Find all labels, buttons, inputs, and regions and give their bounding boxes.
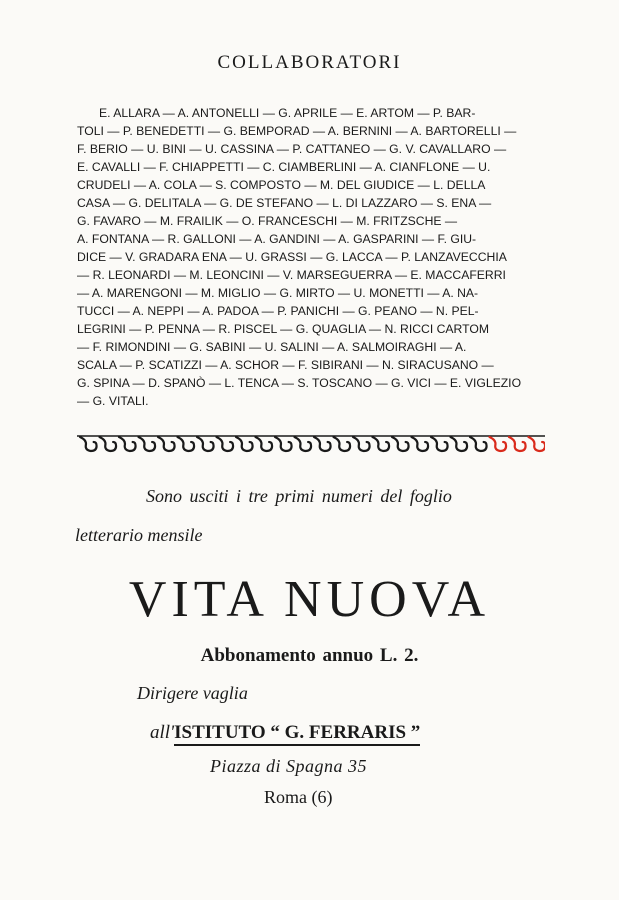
ornament-swash xyxy=(470,437,487,451)
collaborator-line: — R. LEONARDI — M. LEONCINI — V. MARSEGUERRA — E. MACCAFERRI xyxy=(77,268,506,282)
collaborator-line: — G. VITALI. xyxy=(77,394,149,408)
collaborator-line: TUCCI — A. NEPPI — A. PADOA — P. PANICHI — G. PEANO — N. PEL- xyxy=(77,304,479,318)
ornament-swash xyxy=(490,437,507,451)
ornament-swash xyxy=(529,437,546,451)
collaborator-line: TOLI — P. BENEDETTI — G. BEMPORAD — A. BERNINI — A. BARTORELLI — xyxy=(77,124,517,138)
institute-line xyxy=(150,722,420,744)
ornament-swash xyxy=(392,437,409,451)
ornament-swash xyxy=(373,437,390,451)
ornament-swash xyxy=(197,437,214,451)
ornament-swash xyxy=(236,437,253,451)
collaborator-line: SCALA — P. SCATIZZI — A. SCHOR — F. SIBIRANI — N. SIRACUSANO — xyxy=(77,358,494,372)
ornament-swash xyxy=(509,437,526,451)
collaborator-line: G. FAVARO — M. FRAILIK — O. FRANCESCHI — M. FRITZSCHE — xyxy=(77,214,458,228)
collaborator-line: F. BERIO — U. BINI — U. CASSINA — P. CATTANEO — G. V. CAVALLARO — xyxy=(77,142,507,156)
ornament-swash xyxy=(139,437,156,451)
collaborators-list xyxy=(77,104,545,410)
collaborator-line: CRUDELI — A. COLA — S. COMPOSTO — M. DEL GIUDICE — L. DELLA xyxy=(77,178,486,192)
collaborator-line: E. CAVALLI — F. CHIAPPETTI — C. CIAMBERLINI — A. CIANFLONE — U. xyxy=(77,160,491,174)
ornament-swash xyxy=(256,437,273,451)
collaborator-line: G. SPINA — D. SPANÒ — L. TENCA — S. TOSCANO — G. VICI — E. VIGLEZIO xyxy=(77,376,522,390)
collaborator-line: A. FONTANA — R. GALLONI — A. GANDINI — A. GASPARINI — F. GIU- xyxy=(77,232,477,246)
ornament-swash xyxy=(353,437,370,451)
collaborator-line: LEGRINI — P. PENNA — R. PISCEL — G. QUAGLIA — N. RICCI CARTOM xyxy=(77,322,489,336)
announcement-line-1: Sono usciti i tre primi numeri del foglio xyxy=(146,486,452,506)
collaborator-line: — A. MARENGONI — M. MIGLIO — G. MIRTO — U. MONETTI — A. NA- xyxy=(77,286,479,300)
subscription-price: Abbonamento annuo L. 2. xyxy=(200,645,419,666)
ornament-swash xyxy=(80,437,97,451)
ornament-swash xyxy=(158,437,175,451)
collaborators-heading: COLLABORATORI xyxy=(217,52,402,73)
institute-name: ISTITUTO “ G. FERRARIS ” xyxy=(174,722,420,746)
ornament-swash xyxy=(275,437,292,451)
ornament-graphic xyxy=(77,432,545,454)
address: Piazza di Spagna 35 xyxy=(210,756,368,776)
city: Roma (6) xyxy=(264,787,333,807)
ornament-swash xyxy=(178,437,195,451)
collaborator-line: DICE — V. GRADARA ENA — U. GRASSI — G. LACCA — P. LANZAVECCHIA xyxy=(77,250,507,264)
institute-prefix: all' xyxy=(150,722,175,743)
announcement-line-2: letterario mensile xyxy=(75,525,203,545)
ornament-swash xyxy=(334,437,351,451)
payment-instruction: Dirigere vaglia xyxy=(137,683,248,703)
ornament-swash xyxy=(100,437,117,451)
ornament-swash xyxy=(217,437,234,451)
ornament-swash xyxy=(431,437,448,451)
ornament-swash xyxy=(295,437,312,451)
decorative-divider xyxy=(77,432,545,454)
ornament-swash xyxy=(412,437,429,451)
collaborator-line: — F. RIMONDINI — G. SABINI — U. SALINI — A. SALMOIRAGHI — A. xyxy=(77,340,467,354)
ornament-swash xyxy=(451,437,468,451)
publication-title: VITA NUOVA xyxy=(128,571,491,628)
ornament-swash xyxy=(314,437,331,451)
collaborator-line: E. ALLARA — A. ANTONELLI — G. APRILE — E. ARTOM — P. BAR- xyxy=(99,106,476,120)
collaborator-line: CASA — G. DELITALA — G. DE STEFANO — L. DI LAZZARO — S. ENA — xyxy=(77,196,492,210)
ornament-swash xyxy=(119,437,136,451)
